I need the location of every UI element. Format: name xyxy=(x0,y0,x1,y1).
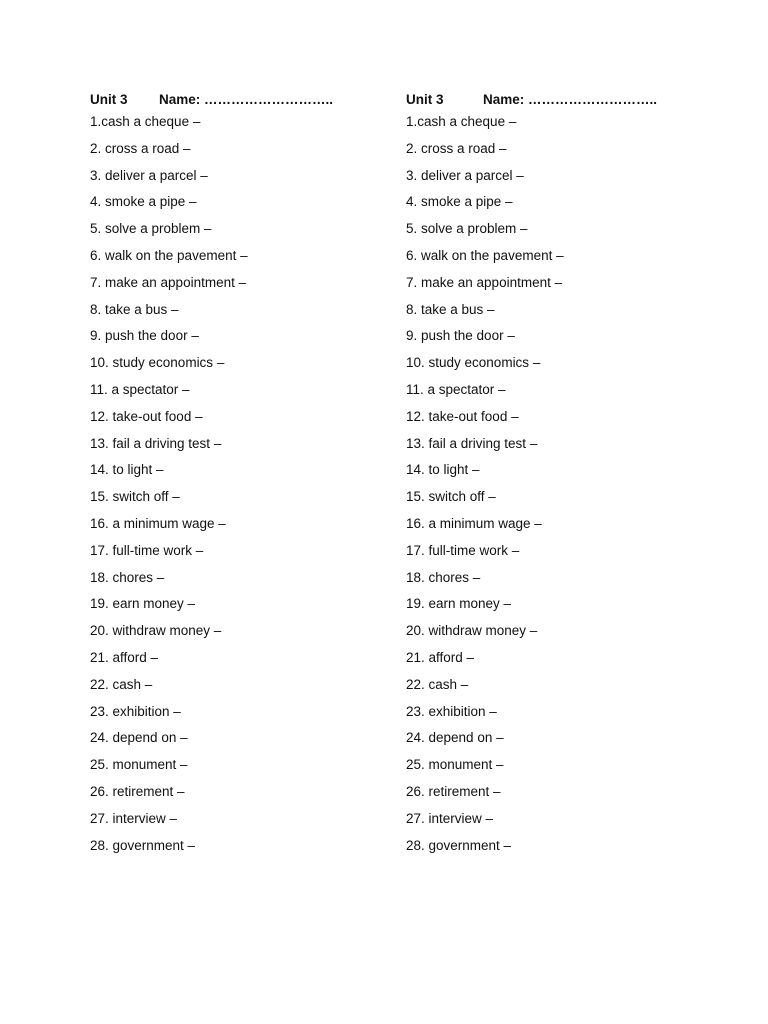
list-item: 14. to light – xyxy=(90,462,164,478)
list-item: 26. retirement – xyxy=(90,783,185,799)
worksheet-header xyxy=(90,91,390,109)
list-item: 4. smoke a pipe – xyxy=(90,194,197,210)
list-item: 21. afford – xyxy=(406,649,475,665)
list-item: 19. earn money – xyxy=(406,596,512,612)
list-item: 4. smoke a pipe – xyxy=(406,194,513,210)
list-item: 11. a spectator – xyxy=(90,381,190,397)
list-item: 13. fail a driving test – xyxy=(406,435,538,451)
list-item: 14. to light – xyxy=(406,462,480,478)
name-label: Name: ……………………….. xyxy=(483,92,658,107)
list-item: 20. withdraw money – xyxy=(90,623,222,639)
list-item: 8. take a bus – xyxy=(90,301,179,317)
list-item: 27. interview – xyxy=(406,810,494,826)
list-item: 1.cash a cheque – xyxy=(90,114,201,129)
list-item: 16. a minimum wage – xyxy=(406,515,542,531)
list-item: 23. exhibition – xyxy=(90,703,181,719)
list-item: 24. depend on – xyxy=(406,730,504,746)
list-item: 5. solve a problem – xyxy=(90,221,212,237)
list-item: 12. take-out food – xyxy=(406,408,519,424)
list-item: 9. push the door – xyxy=(406,328,515,344)
list-item: 17. full-time work – xyxy=(406,542,520,558)
list-item: 22. cash – xyxy=(406,676,469,692)
list-item: 17. full-time work – xyxy=(90,542,204,558)
list-item: 13. fail a driving test – xyxy=(90,435,222,451)
list-item: 26. retirement – xyxy=(406,783,501,799)
list-item: 7. make an appointment – xyxy=(90,274,247,290)
worksheet-column-left xyxy=(90,91,390,859)
list-item: 16. a minimum wage – xyxy=(90,515,226,531)
list-item: 20. withdraw money – xyxy=(406,623,538,639)
list-item: 15. switch off – xyxy=(90,489,180,505)
list-item: 19. earn money – xyxy=(90,596,196,612)
list-item: 5. solve a problem – xyxy=(406,221,528,237)
list-item: 10. study economics – xyxy=(406,355,541,371)
list-item: 21. afford – xyxy=(90,649,159,665)
vocabulary-list xyxy=(90,109,390,859)
list-item: 8. take a bus – xyxy=(406,301,495,317)
list-item: 1.cash a cheque – xyxy=(406,114,517,129)
list-item: 9. push the door – xyxy=(90,328,199,344)
list-item: 11. a spectator – xyxy=(406,381,506,397)
list-item: 10. study economics – xyxy=(90,355,225,371)
list-item: 7. make an appointment – xyxy=(406,274,563,290)
worksheet-column-right xyxy=(406,91,706,859)
list-item: 18. chores – xyxy=(406,569,481,585)
list-item: 28. government – xyxy=(90,837,196,853)
list-item: 25. monument – xyxy=(406,757,504,773)
list-item: 23. exhibition – xyxy=(406,703,497,719)
name-label: Name: ……………………….. xyxy=(159,92,334,107)
list-item: 22. cash – xyxy=(90,676,153,692)
list-item: 6. walk on the pavement – xyxy=(406,247,564,263)
list-item: 24. depend on – xyxy=(90,730,188,746)
worksheet-header xyxy=(406,91,706,109)
list-item: 28. government – xyxy=(406,837,512,853)
list-item: 2. cross a road – xyxy=(406,140,507,156)
list-item: 18. chores – xyxy=(90,569,165,585)
unit-label: Unit 3 xyxy=(90,92,128,107)
list-item: 27. interview – xyxy=(90,810,178,826)
unit-label: Unit 3 xyxy=(406,92,444,107)
list-item: 2. cross a road – xyxy=(90,140,191,156)
vocabulary-list xyxy=(406,109,706,859)
list-item: 6. walk on the pavement – xyxy=(90,247,248,263)
list-item: 3. deliver a parcel – xyxy=(406,167,524,183)
list-item: 15. switch off – xyxy=(406,489,496,505)
list-item: 12. take-out food – xyxy=(90,408,203,424)
list-item: 3. deliver a parcel – xyxy=(90,167,208,183)
list-item: 25. monument – xyxy=(90,757,188,773)
